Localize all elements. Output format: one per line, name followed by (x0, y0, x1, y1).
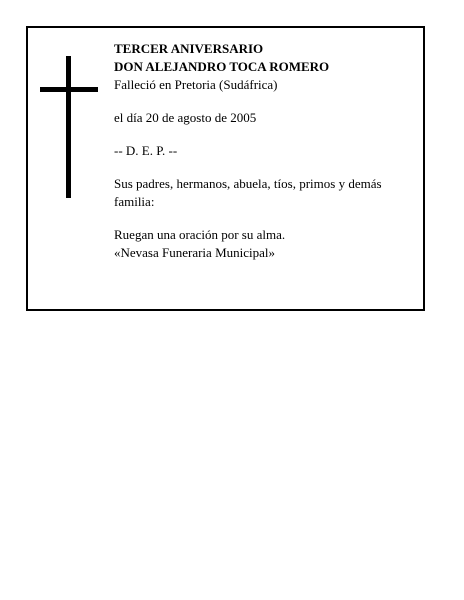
rip-text: -- D. E. P. -- (114, 143, 178, 158)
family-text: Sus padres, hermanos, abuela, tíos, primos y demás familia: (114, 176, 382, 209)
prayer-text: Ruegan una oración por su alma. (114, 227, 286, 242)
death-date: el día 20 de agosto de 2005 (114, 110, 257, 125)
cross-horizontal-bar (40, 87, 98, 92)
deceased-name: DON ALEJANDRO TOCA ROMERO (114, 59, 330, 74)
death-place: Falleció en Pretoria (Sudáfrica) (114, 77, 278, 92)
funeral-home: «Nevasa Funeraria Municipal» (114, 245, 276, 260)
cross-icon (40, 56, 100, 198)
notice-text (114, 40, 419, 262)
notice-heading: TERCER ANIVERSARIO (114, 41, 264, 56)
cross-vertical-bar (66, 56, 71, 198)
obituary-notice (26, 26, 425, 311)
